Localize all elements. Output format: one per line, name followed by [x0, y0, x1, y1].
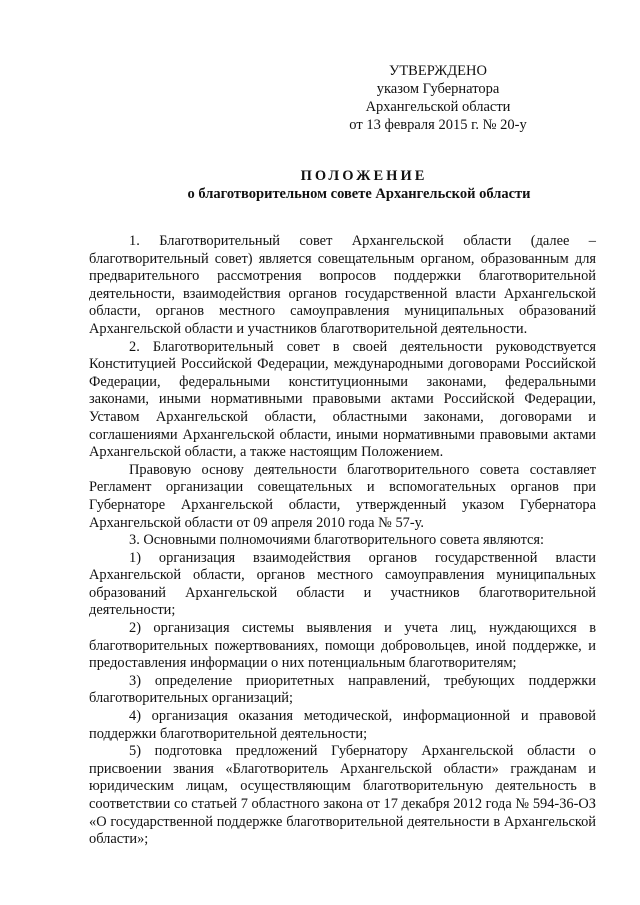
document-heading [88, 167, 596, 203]
list-item-4: 4) организация оказания методической, информационной и правовой поддержки благотворительной деятельности; [89, 708, 596, 742]
approval-date: от 13 февраля 2015 г. № 20-у [349, 117, 527, 133]
approval-stamp [308, 62, 568, 134]
paragraph-1: 1. Благотворительный совет Архангельской области (далее – благотворительный совет) является совещательным органом, образованным для предварительного рассмотрения вопросов поддержки благотворительной деятельности, взаимодействия органов государственной власти Архангельской области, органов местного самоуправления муниципальных образований Архангельской области и участников благотворительной деятельности. [89, 233, 596, 337]
approval-title: УТВЕРЖДЕНО [389, 63, 487, 79]
list-item-5: 5) подготовка предложений Губернатору Архангельской области о присвоении звания «Благотворитель Архангельской области» гражданам и юридическим лицам, осуществляющим благотворительную деятельность в соответствии со статьей 7 областного закона от 17 декабря 2012 года № 594-36-ОЗ «О государственной поддержке благотворительной деятельности в Архангельской области»; [89, 743, 596, 848]
approval-region: Архангельской области [365, 99, 511, 115]
list-item-2: 2) организация системы выявления и учета лиц, нуждающихся в благотворительных пожертвованиях, помощи добровольцев, иной поддержке, и предоставления информации о них потенциальным благотворителям; [89, 620, 596, 672]
document-title: ПОЛОЖЕНИЕ [300, 168, 428, 184]
paragraph-legal-basis: Правовую основу деятельности благотворительного совета составляет Регламент организации совещательных и вспомогательных органов при Губернаторе Архангельской области, утвержденный указом Губернатора Архангельской области от 09 апреля 2010 года № 57-у. [89, 461, 596, 531]
document-body [89, 233, 596, 849]
list-item-1: 1) организация взаимодействия органов государственной власти Архангельской области, органов местного самоуправления муниципальных образований Архангельской области и участников благотворительной деятельности; [89, 549, 596, 619]
paragraph-2: 2. Благотворительный совет в своей деятельности руководствуется Конституцией Российской Федерации, международными договорами Российской Федерации, федеральными конституционными законами, федеральными законами, иными нормативными правовыми актами Российской Федерации, Уставом Архангельской области, областными законами, договорами и соглашениями Архангельской области, иными нормативными правовыми актами Архангельской области, а также настоящим Положением. [89, 338, 596, 461]
document-subtitle: о благотворительном совете Архангельской области [187, 186, 531, 202]
list-item-3: 3) определение приоритетных направлений, требующих поддержки благотворительных организаций; [89, 672, 596, 707]
approval-issuer: указом Губернатора [376, 81, 500, 97]
paragraph-3: 3. Основными полномочиями благотворительного совета являются: [129, 532, 545, 549]
